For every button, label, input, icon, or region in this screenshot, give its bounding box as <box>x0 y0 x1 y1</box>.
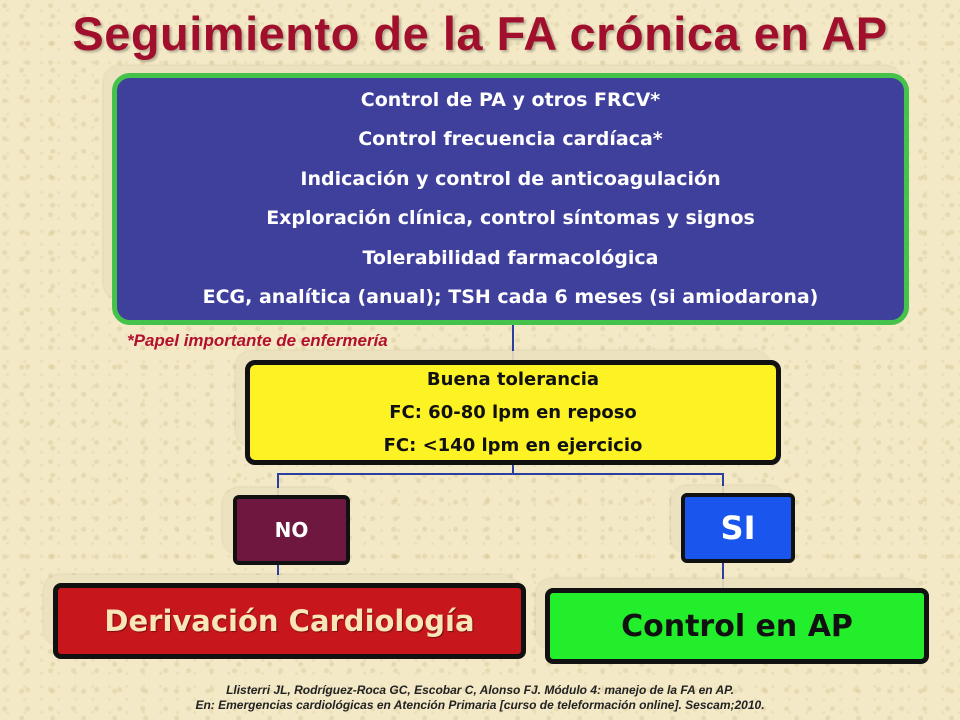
branch-no: NO <box>233 495 350 565</box>
nursing-note: *Papel importante de enfermería <box>127 331 388 350</box>
reference-citation <box>0 683 960 713</box>
connector-branch-horizontal <box>277 473 724 475</box>
action-line-2: Control frecuencia cardíaca* <box>358 128 663 150</box>
criteria-line-2: FC: 60-80 lpm en reposo <box>389 402 637 423</box>
slide-title: Seguimiento de la FA crónica en AP <box>72 7 888 60</box>
branch-si: SI <box>681 493 795 563</box>
action-line-3: Indicación y control de anticoagulación <box>300 167 721 190</box>
action-line-4: Exploración clínica, control síntomas y signos <box>266 207 755 229</box>
criteria-line-3: FC: <140 lpm en ejercicio <box>383 435 643 456</box>
action-line-6: ECG, analítica (anual); TSH cada 6 meses (si amiodarona) <box>202 286 819 308</box>
reference-line-2: En: Emergencias cardiológicas en Atención Primaria [curso de teleformación online]. Sescam;2010. <box>195 698 765 712</box>
action-line-5: Tolerabilidad farmacológica <box>362 246 659 269</box>
action-line-1: Control de PA y otros FRCV* <box>360 88 661 111</box>
reference-line-1: Llisterri JL, Rodríguez-Roca GC, Escobar C, Alonso FJ. Módulo 4: manejo de la FA en AP. <box>226 683 734 697</box>
criteria-line-1: Buena tolerancia <box>426 369 600 390</box>
outcome-primary-care: Control en AP <box>545 588 929 664</box>
criteria-box <box>245 360 781 465</box>
outcome-referral: Derivación Cardiología <box>53 583 526 659</box>
follow-up-actions-box <box>112 73 909 325</box>
